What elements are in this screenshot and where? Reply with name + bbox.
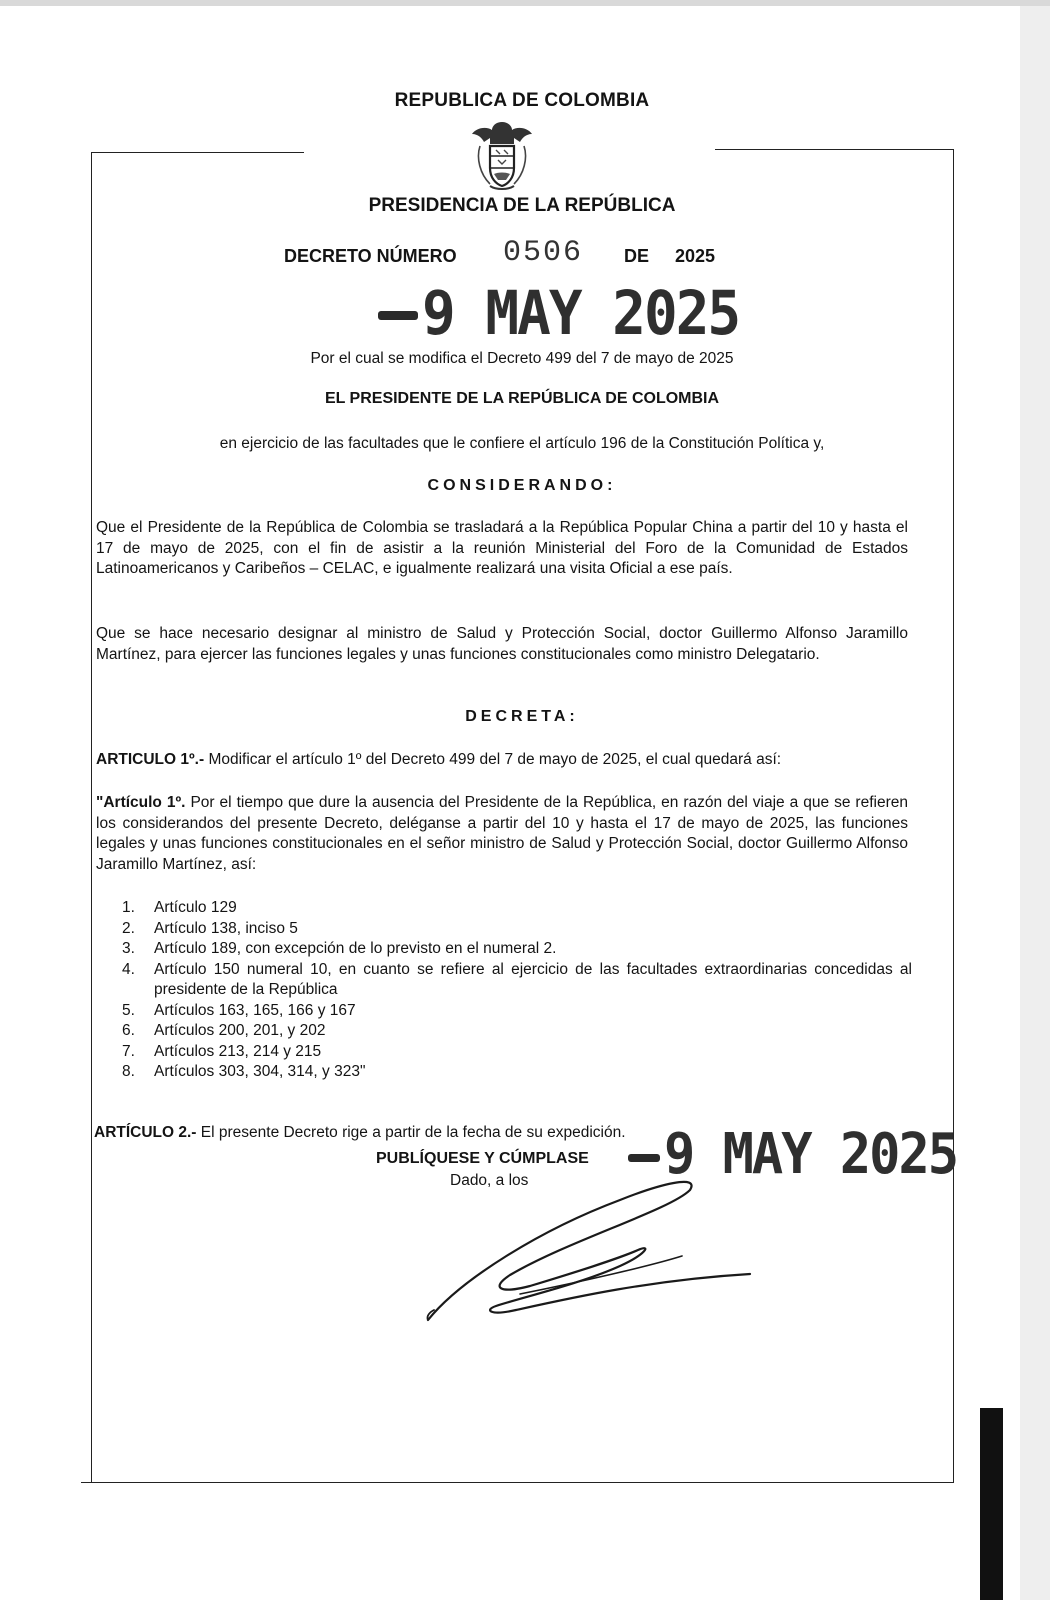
list-item [122,898,912,919]
article-2-label: ARTÍCULO 2.- [94,1123,197,1141]
presidency-title: PRESIDENCIA DE LA REPÚBLICA [368,195,676,216]
list-item-text: Artículo 150 numeral 10, en cuanto se refiere al ejercicio de las facultades extraordinarias concedidas al presidente de la República [154,960,912,998]
list-item-number: 7. [122,1042,135,1060]
list-item-number: 2. [122,919,135,937]
scan-black-bar [980,1408,1003,1600]
frame-top-left-rule [91,152,304,153]
article-1-label: ARTICULO 1º.- [96,751,205,768]
articles-list [122,898,912,1083]
dado-label: Dado, a los [450,1172,529,1189]
list-item-text: Artículos 213, 214 y 215 [154,1042,322,1060]
frame-top-right-rule [715,149,953,150]
decree-number-line [0,236,1020,276]
article-1-quote-text: Por el tiempo que dure la ausencia del Presidente de la República, en razón del viaje a que se refieren los considerandos del presente Decreto, deléganse a partir del 10 y hasta el 17 de mayo de 2025, las funciones legales y unas funciones constitucionales en el señor ministro de Salud y Protección Social, doctor Guillermo Alfonso Jaramillo Martínez, así: [96,794,908,873]
considerando-paragraph-1: Que el Presidente de la República de Colombia se trasladará a la República Popular China a partir del 10 y hasta el 17 de mayo de 2025, con el fin de asistir a la reunión Ministerial del Foro de la Comunidad de Estados Latinoamericanos y Caribeños – CELAC, e igualmente realizará una visita Oficial a ese país. [96,519,908,577]
scan-right-edge [1020,6,1050,1600]
stamp-dash [628,1154,660,1162]
frame-right-rule [953,149,954,1483]
powers-line: en ejercicio de las facultades que le confiere el artículo 196 de la Constitución Política y, [219,435,825,452]
article-1-quote-paragraph [96,793,908,875]
decreta-heading: DECRETA: [465,708,579,725]
list-item-number: 5. [122,1001,135,1019]
list-item-number: 3. [122,940,135,957]
considerando-heading: CONSIDERANDO: [427,477,617,494]
article-2-paragraph [94,1124,626,1142]
considerando-paragraph-2: Que se hace necesario designar al ministro de Salud y Protección Social, doctor Guillermo Alfonso Jaramillo Martínez, para ejercer las funciones legales y unas funciones constitucionales como ministro Delegatario. [96,625,908,663]
list-item [122,919,912,940]
stamp-date-text: 9 MAY 2025 [422,279,740,350]
list-item [122,1042,912,1063]
list-item-text: Artículo 138, inciso 5 [154,919,298,937]
decree-year: 2025 [675,246,716,266]
list-item-text: Artículos 303, 304, 314, y 323" [154,1063,366,1080]
list-item [122,1021,912,1042]
republic-title: REPUBLICA DE COLOMBIA [394,90,650,111]
authority-heading: EL PRESIDENTE DE LA REPÚBLICA DE COLOMBIA [324,390,720,407]
article-1-paragraph [96,750,908,771]
list-item-number: 8. [122,1063,135,1080]
list-item-text: Artículo 129 [154,899,237,916]
list-item-number: 6. [122,1022,135,1039]
handwritten-signature-icon [420,1170,760,1340]
colombia-coat-of-arms-icon [468,118,536,192]
list-item [122,1001,912,1022]
article-1-quote-label: "Artículo 1º. [96,794,186,811]
decree-label: DECRETO NÚMERO [284,246,457,266]
list-item-number: 4. [122,960,135,978]
stamp-dash [378,311,418,320]
list-item [122,960,912,1001]
article-1-text: Modificar el artículo 1º del Decreto 499 del 7 de mayo de 2025, el cual quedará así: [204,751,782,768]
list-item-number: 1. [122,899,135,916]
decree-number: 0506 [503,236,584,270]
frame-bottom-rule [81,1482,953,1483]
article-2-text: El presente Decreto rige a partir de la fecha de su expedición. [196,1123,626,1141]
list-item [122,939,912,960]
publiquese-label: PUBLÍQUESE Y CÚMPLASE [376,1150,589,1167]
stamp-date-text: 9 MAY 2025 [664,1122,958,1187]
decree-de-label: DE [624,246,650,266]
list-item [122,1062,912,1083]
list-item-text: Artículos 200, 201, y 202 [154,1022,326,1039]
decree-subtitle: Por el cual se modifica el Decreto 499 del 7 de mayo de 2025 [310,350,734,367]
list-item-text: Artículo 189, con excepción de lo previsto en el numeral 2. [154,940,557,957]
list-item-text: Artículos 163, 165, 166 y 167 [154,1001,356,1019]
